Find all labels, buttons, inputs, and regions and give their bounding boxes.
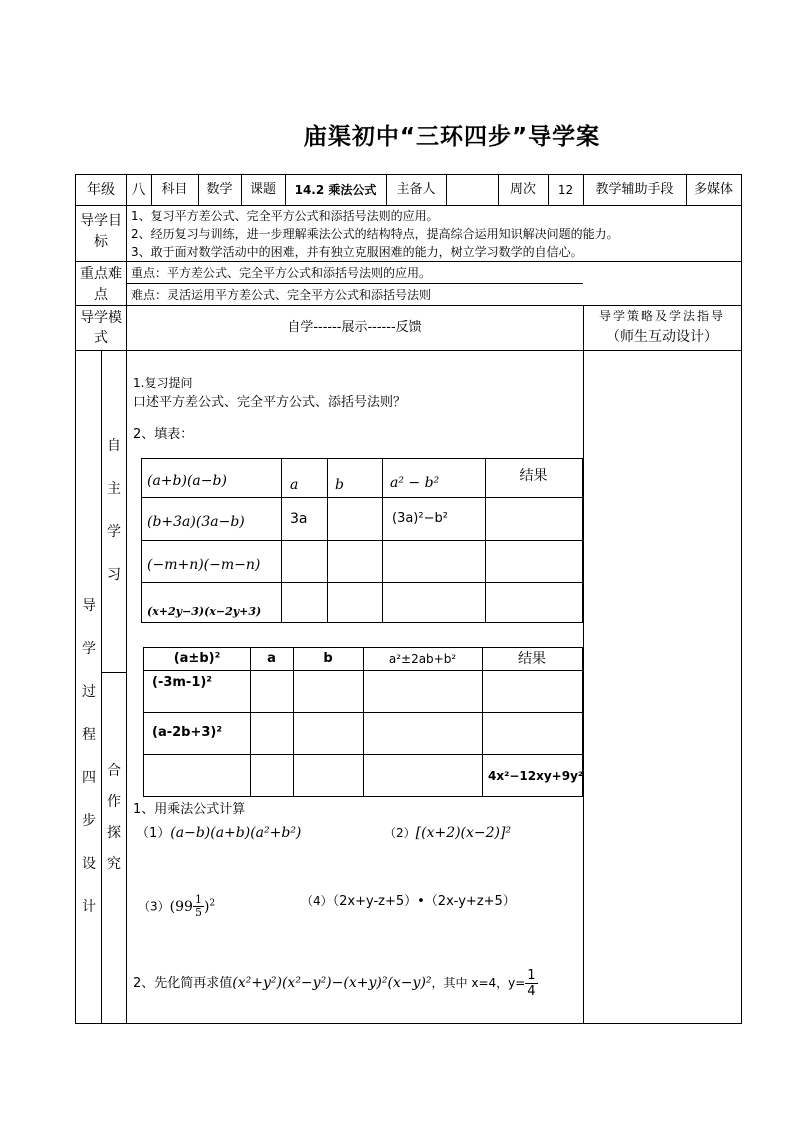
topic-value: 14.2 乘法公式 <box>294 183 377 197</box>
grade-value: 八 <box>131 182 146 198</box>
mode-label: 导学模式 <box>80 310 122 346</box>
hard-point: 难点：灵活运用平方差公式、完全平方公式和添括号法则 <box>131 288 432 302</box>
subject-label: 科目 <box>161 182 188 197</box>
t2-row3-result: 4x²−12xy+9y² <box>488 769 584 783</box>
q1: （1）(a−b)(a+b)(a²+b²) <box>136 825 302 841</box>
aid-value: 多媒体 <box>693 182 733 197</box>
lesson-plan-table <box>75 174 742 1024</box>
topic-label: 课题 <box>249 182 276 197</box>
t1-header-a: a <box>290 477 299 493</box>
q4: （4）（2x+y-z+5）•（2x-y+z+5） <box>301 894 516 909</box>
mode-value: 自学------展示------反馈 <box>287 320 422 335</box>
coop-label: 合 作 探 究 <box>107 763 121 872</box>
process-label: 导 学 过 程 四 步 设 计 <box>82 598 96 915</box>
strategy-label: 导学策略及学法指导 <box>598 309 725 323</box>
fill-title: 2、填表： <box>133 427 194 442</box>
simplify-question: 2、先化简再求值(x²+y²)(x²−y²)−(x+y)²(x−y)²，其中 x=4，y= $\frac{1}{4}$ <box>133 968 536 999</box>
t1-row2-expr: (−m+n)(−m−n) <box>147 557 261 573</box>
strategy-sub: （师生互动设计） <box>606 329 718 345</box>
goal-item: 2、经历复习与训练，进一步理解乘法公式的结构特点，提高综合运用知识解决问题的能力。 <box>131 227 619 241</box>
keypoints-label: 重点难点 <box>80 266 122 303</box>
calc-title: 1、用乘法公式计算 <box>133 802 246 817</box>
t2-header-result: 结果 <box>518 651 546 667</box>
week-value: 12 <box>557 183 574 197</box>
page-title: 庙渠初中“三环四步”导学案 <box>303 124 601 150</box>
t1-header-b: b <box>335 477 344 493</box>
t2-row2-expr: (a-2b+3)² <box>152 725 223 740</box>
key-point: 重点：平方差公式、完全平方公式和添括号法则的应用。 <box>131 266 432 280</box>
week-label: 周次 <box>509 182 536 197</box>
t1-row1-formula: (3a)²−b² <box>392 511 448 526</box>
t2-header-formula: a²±2ab+b² <box>388 652 457 666</box>
t2-header-a: a <box>267 651 276 666</box>
goal-item: 3、敢于面对数学活动中的困难，并有独立克服困难的能力，树立学习数学的自信心。 <box>131 245 583 259</box>
subject-value: 数学 <box>206 182 233 197</box>
q2: （2）[(x+2)(x−2)]² <box>384 825 512 841</box>
goal-item: 1、复习平方差公式、完全平方公式和添括号法则的应用。 <box>131 209 439 223</box>
t1-row3-expr: (x+2y−3)(x−2y+3) <box>147 605 262 618</box>
t1-header-result: 结果 <box>519 468 548 484</box>
self-study-label: 自 主 学 习 <box>107 438 121 583</box>
preparer-label: 主备人 <box>396 182 436 197</box>
t1-header-expr: (a+b)(a−b) <box>147 473 227 489</box>
t1-row1-expr: (b+3a)(3a−b) <box>147 514 245 530</box>
grade-label: 年级 <box>87 182 115 198</box>
t2-header-expr: (a±b)² <box>173 651 221 666</box>
t1-row1-a: 3a <box>290 511 308 527</box>
q3: （3）(99 $\frac{1}{5}$ )$^2$ <box>138 893 216 920</box>
aid-label: 教学辅助手段 <box>595 182 674 197</box>
review-question: 口述平方差公式、完全平方公式、添括号法则？ <box>133 395 407 410</box>
t2-row1-expr: (-3m-1)² <box>152 675 213 690</box>
t2-header-b: b <box>323 651 333 666</box>
t1-header-formula: a² − b² <box>390 475 440 491</box>
review-title: 1.复习提问 <box>133 376 193 390</box>
fill-table-2 <box>143 647 583 797</box>
fill-table-1 <box>141 458 583 623</box>
goals-label: 导学目标 <box>80 213 122 250</box>
